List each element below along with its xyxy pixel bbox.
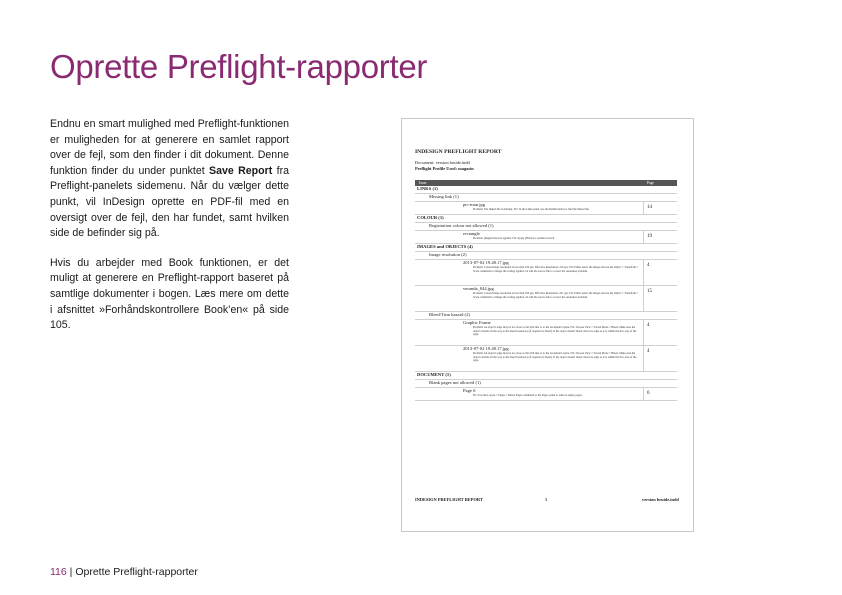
report-row-label: Image resolution (2) xyxy=(429,252,467,257)
report-row-page: 4 xyxy=(647,349,650,354)
report-row xyxy=(415,202,677,215)
report-row xyxy=(415,215,677,223)
report-row xyxy=(415,286,677,312)
paragraph-1-part-1: Endnu en smart mulighed med Preflight-funktionen er muligheden for at generere en samlet rapport over de fejl, som den finder i dit dokument. Denne funktion finder du under punktet xyxy=(50,118,289,177)
report-row-label: Registration colour not allowed (1) xyxy=(429,223,494,228)
report-row-detail: Problem: [Registration] is applied. Fix: Apply [Black] or another swatch. xyxy=(473,237,555,240)
report-row-detail: Problem: An object's edge may be too close to the trim line or to the document's spine. Fix: Choose View > Screen Mode > Bleed. Make sure the object extends all the way to the bleed bound-ary (if required to bleed). If the object doesn't bleed, move its edge so it is within the live area of the page. xyxy=(473,352,637,363)
report-title: INDESIGN PREFLIGHT REPORT xyxy=(415,149,502,155)
report-row-label: Page 6 xyxy=(463,388,476,393)
report-profile-line: Preflight Profile Used: magasin xyxy=(415,166,474,171)
report-row-page: 6 xyxy=(647,391,650,396)
report-row-label: LINKS (1) xyxy=(417,186,438,191)
report-row xyxy=(415,380,677,388)
report-row-label: IMAGES and OBJECTS (4) xyxy=(417,244,473,249)
report-row-divider xyxy=(643,388,644,400)
report-footer-page: 1 xyxy=(545,497,548,502)
page-title: Oprette Preflight-rapporter xyxy=(50,48,428,85)
report-row-label: 2013-07-02 19.48.17.jpg xyxy=(463,260,509,265)
report-row-divider xyxy=(643,320,644,345)
body-text xyxy=(50,117,289,348)
report-row-label: Graphic Frame xyxy=(463,320,491,325)
report-row-page: 15 xyxy=(647,289,652,294)
report-row-label: Blank pages not allowed (1) xyxy=(429,380,481,385)
report-row-label: COLOUR (1) xyxy=(417,215,444,220)
report-footer-left: INDESIGN PREFLIGHT REPORT xyxy=(415,497,483,502)
report-row xyxy=(415,186,677,194)
preflight-report-preview xyxy=(401,118,694,532)
report-row-page: 4 xyxy=(647,263,650,268)
paragraph-1 xyxy=(50,117,289,242)
report-row xyxy=(415,223,677,231)
header-issue: Issue xyxy=(419,180,427,185)
report-row xyxy=(415,244,677,252)
header-page: Page xyxy=(647,180,654,185)
report-row-detail: Problem: The linked file is missing. Fix: In the Links panel, use the Relink button to find the linked file. xyxy=(473,208,590,211)
report-row-divider xyxy=(643,286,644,311)
report-table xyxy=(415,180,677,401)
report-row-divider xyxy=(643,202,644,214)
report-row-label: 2013-07-02 19.48.17.jpg xyxy=(463,346,509,351)
report-row-detail: Problem: Colour Image resolution is less than 250 ppi. Effective Resolution: 216 ppi. Fix: Either select the image and use the Object > Transform > Scale command to change the scaling applied. Or edit the source file to correct the resolution problem. xyxy=(473,266,639,273)
report-row-detail: Problem: An object's edge may be too close to the trim line or to the document's spine. Fix: Choose View > Screen Mode > Bleed. Make sure the object extends all the way to the bleed bound-ary (if required to bleed). If the object doesn't bleed, move its edge so it is within the live area of the page. xyxy=(473,326,637,337)
report-row-label: rectangle xyxy=(463,231,480,236)
report-row xyxy=(415,231,677,244)
report-row xyxy=(415,312,677,320)
paragraph-1-part-2: fra Preflight-panelets sidemenu. Når du vælger dette punkt, vil InDesign oprette en PDF-fil med en oversigt over de fejl, den har fundet, samt hvilken side de befinder sig på. xyxy=(50,164,290,240)
report-row-divider xyxy=(643,231,644,243)
report-row xyxy=(415,252,677,260)
report-meta xyxy=(415,160,474,172)
report-row xyxy=(415,260,677,286)
page-footer xyxy=(50,566,198,578)
report-row xyxy=(415,346,677,372)
report-row-page: 4 xyxy=(647,323,650,328)
report-row-page: 14 xyxy=(647,205,652,210)
report-row xyxy=(415,372,677,380)
report-row-label: pic-man.jpg xyxy=(463,202,486,207)
save-report-term: Save Report xyxy=(209,164,273,177)
footer-section: Oprette Preflight-rapporter xyxy=(75,566,198,578)
report-row-label: Bleed/Trim hazard (2) xyxy=(429,312,470,317)
report-row-label: veranda_044.jpg xyxy=(463,286,494,291)
report-row-divider xyxy=(643,260,644,285)
report-row xyxy=(415,320,677,346)
report-row-divider xyxy=(643,346,644,371)
report-document-line: Document: version bruide.indd xyxy=(415,160,470,165)
footer-page-number: 116 xyxy=(50,566,67,578)
report-row xyxy=(415,194,677,202)
report-row-detail: Fix: Use the Layout > Pages > Delete Pages command or the Pages panel to remove empty pages. xyxy=(473,394,583,397)
report-row-detail: Problem: Colour Image resolution is less than 250 ppi. Effective Resolution: 221 ppi. Fix: Either select the image and use the Object > Transform > Scale command to change the scaling applied. Or edit the source file to correct the resolution problem. xyxy=(473,292,639,299)
paragraph-2: Hvis du arbejder med Book funktionen, er det muligt at generere en Preflight-rapport baseret på samtlige dokumenter i bogen. Læs mere om dette i afsnittet »Forhåndskontrollere Book’en« på side 105. xyxy=(50,256,289,332)
report-row-page: 19 xyxy=(647,234,652,239)
report-row-label: DOCUMENT (1) xyxy=(417,372,451,377)
report-row-label: Missing link (1) xyxy=(429,194,459,199)
footer-separator: | xyxy=(66,566,76,578)
report-row xyxy=(415,388,677,401)
report-footer-right: version bruide.indd xyxy=(642,497,679,502)
